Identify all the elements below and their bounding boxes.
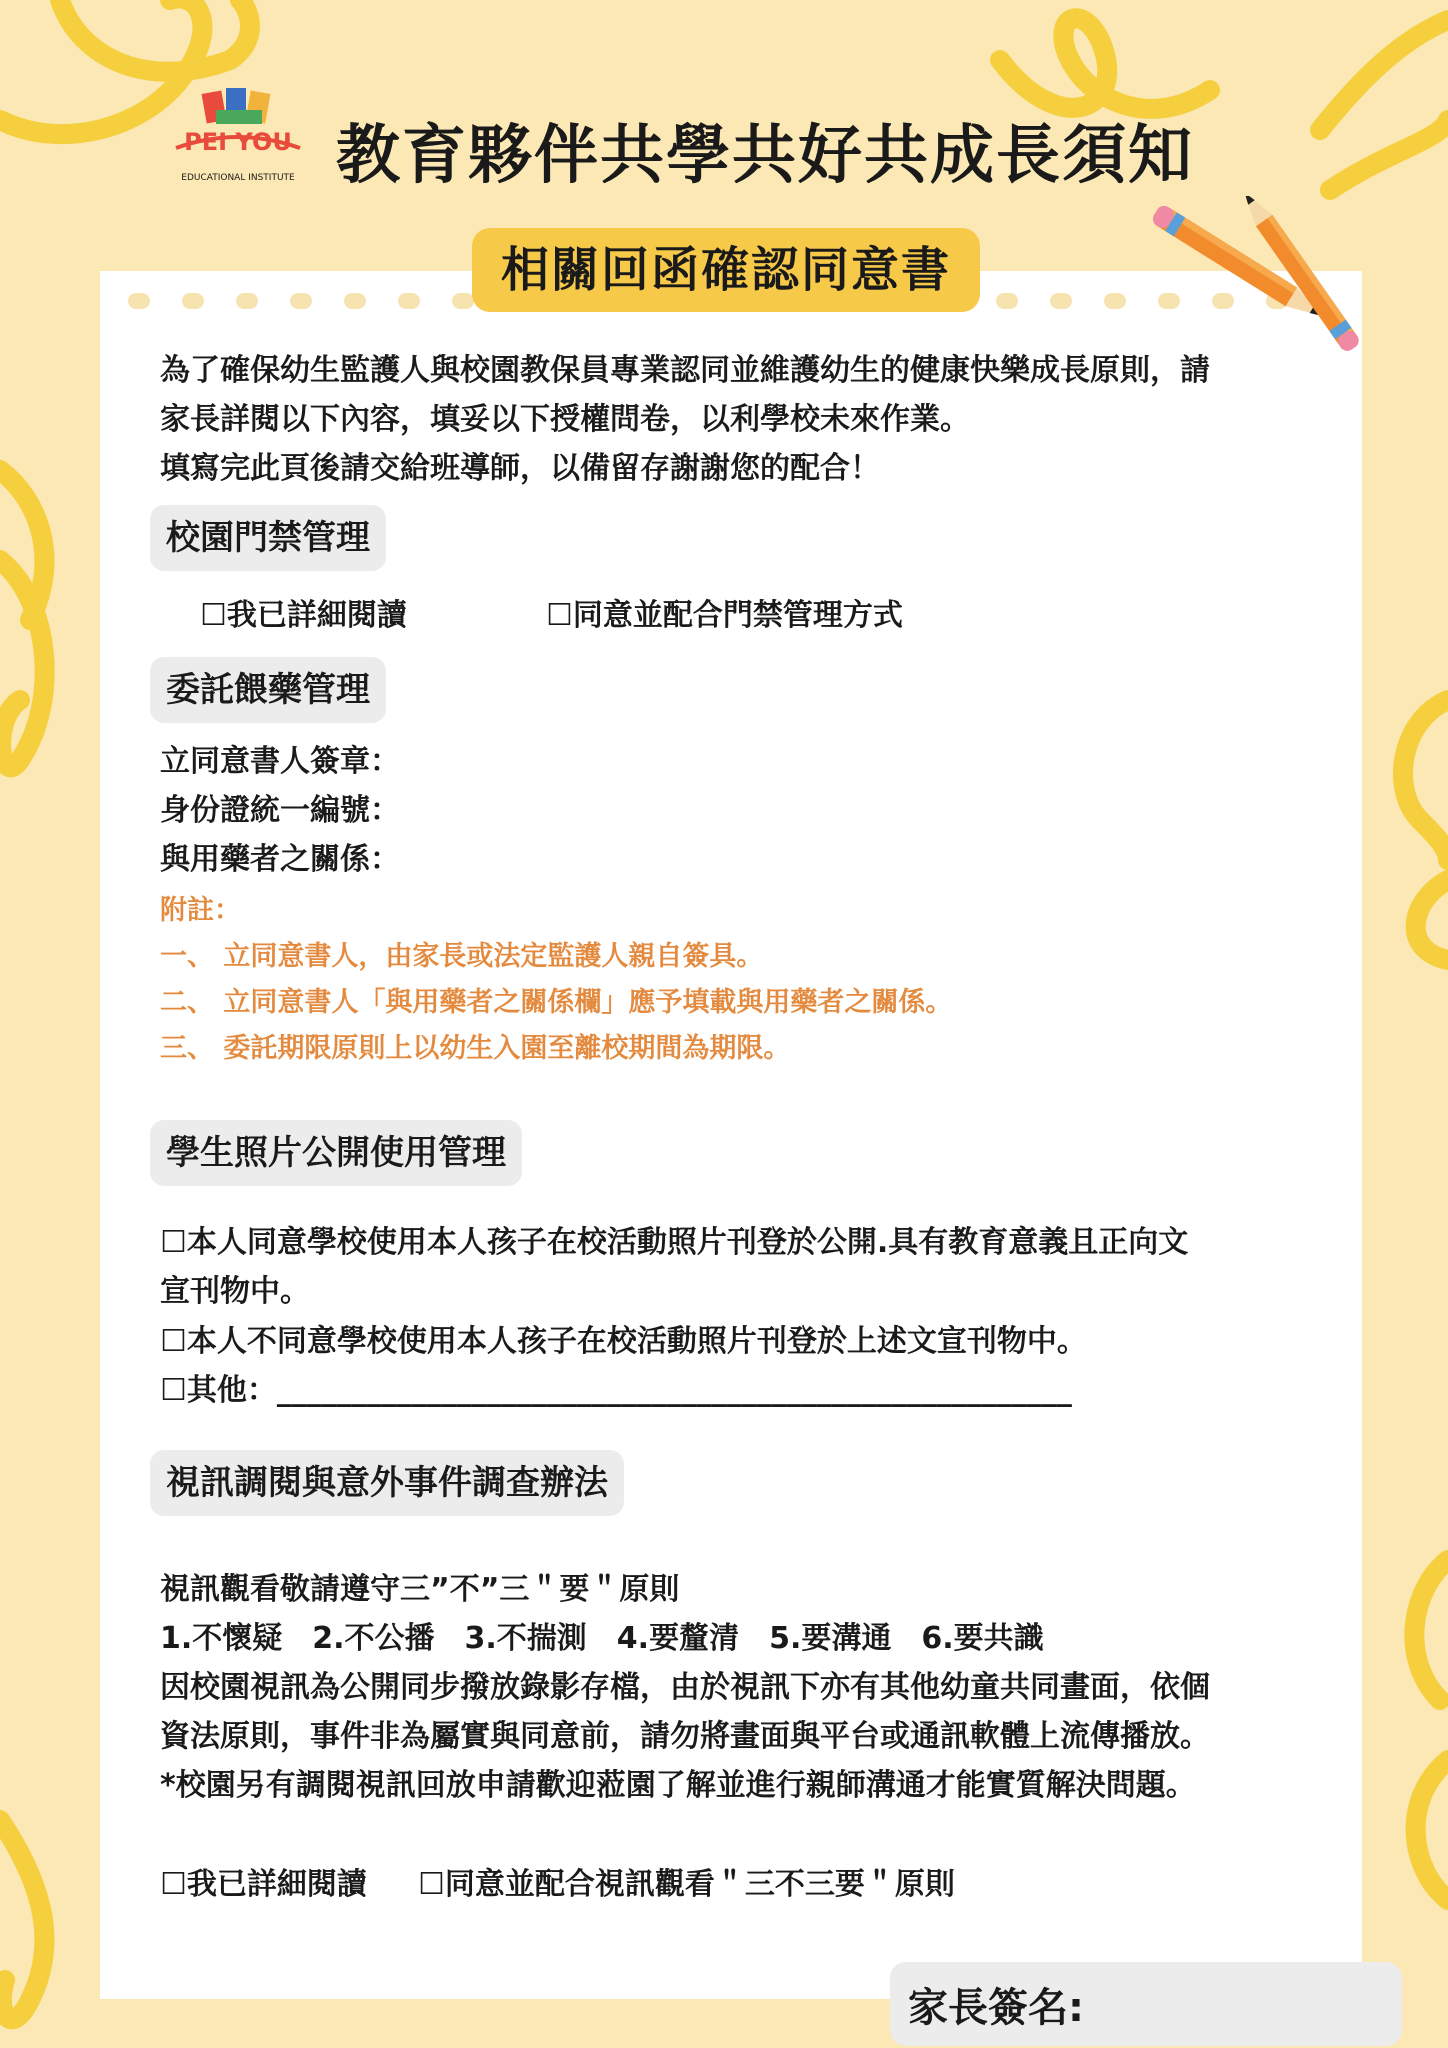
relationship-field[interactable]: 與用藥者之關係： <box>160 842 400 877</box>
video-body-line-2: 資法原則，事件非為屬實與同意前，請勿將畫面與平台或通訊軟體上流傳播放。 <box>160 1719 1210 1754</box>
parent-signature-label: 家長簽名: <box>908 1985 1084 2031</box>
photo-agree-checkbox[interactable]: ☐本人同意學校使用本人孩子在校活動照片刊登於公開.具有教育意義且正向文 <box>160 1225 1189 1260</box>
note-item-1: 一、 立同意書人，由家長或法定監護人親自簽具。 <box>160 941 764 972</box>
signer-seal-field[interactable]: 立同意書人簽章： <box>160 744 400 779</box>
intro-line-2: 家長詳閱以下內容，填妥以下授權問卷，以利學校未來作業。 <box>160 402 970 437</box>
section-label-photo: 學生照片公開使用管理 <box>150 1120 522 1186</box>
section-label-medicine: 委託餵藥管理 <box>150 657 386 723</box>
section-label-video: 視訊調閱與意外事件調查辦法 <box>150 1450 624 1516</box>
video-body-line-1: 因校園視訊為公開同步撥放錄影存檔，由於視訊下亦有其他幼童共同畫面，依個 <box>160 1670 1210 1705</box>
gate-read-checkbox[interactable]: ☐我已詳細閱讀 <box>200 598 407 633</box>
intro-line-3: 填寫完此頁後請交給班導師，以備留存謝謝您的配合！ <box>160 451 880 486</box>
page-title: 教育夥伴共學共好共成長須知 <box>336 119 1194 193</box>
photo-agree-continued: 宣刊物中。 <box>160 1274 310 1309</box>
school-logo <box>168 88 308 188</box>
gate-agree-checkbox[interactable]: ☐同意並配合門禁管理方式 <box>546 598 903 633</box>
video-read-checkbox[interactable]: ☐我已詳細閱讀 <box>160 1867 367 1902</box>
video-rules-list: 1.不懷疑 2.不公播 3.不揣測 4.要釐清 5.要溝通 6.要共識 <box>160 1621 1044 1656</box>
note-title: 附註： <box>160 895 241 926</box>
parent-signature-box[interactable] <box>890 1962 1402 2046</box>
photo-disagree-checkbox[interactable]: ☐本人不同意學校使用本人孩子在校活動照片刊登於上述文宣刊物中。 <box>160 1324 1087 1359</box>
video-body-line-3: *校園另有調閱視訊回放申請歡迎蒞園了解並進行親師溝通才能實質解決問題。 <box>160 1768 1196 1803</box>
form-subtitle: 相關回函確認同意書 <box>472 228 980 312</box>
note-item-2: 二、 立同意書人「與用藥者之關係欄」應予填載與用藥者之關係。 <box>160 987 953 1018</box>
note-item-3: 三、 委託期限原則上以幼生入園至離校期間為期限。 <box>160 1033 791 1064</box>
section-label-gate: 校園門禁管理 <box>150 505 386 571</box>
logo-subtext: EDUCATIONAL INSTITUTE <box>181 173 295 183</box>
video-rule-title: 視訊觀看敬請遵守三”不”三＂要＂原則 <box>160 1572 680 1607</box>
photo-other-checkbox[interactable]: ☐其他：_____________________________________________________ <box>160 1373 1072 1408</box>
intro-line-1: 為了確保幼生監護人與校園教保員專業認同並維護幼生的健康快樂成長原則，請 <box>160 353 1210 388</box>
video-agree-checkbox[interactable]: ☐同意並配合視訊觀看＂三不三要＂原則 <box>418 1867 955 1902</box>
id-number-field[interactable]: 身份證統一編號： <box>160 793 400 828</box>
logo-wordmark: PEI YOU <box>184 128 292 156</box>
